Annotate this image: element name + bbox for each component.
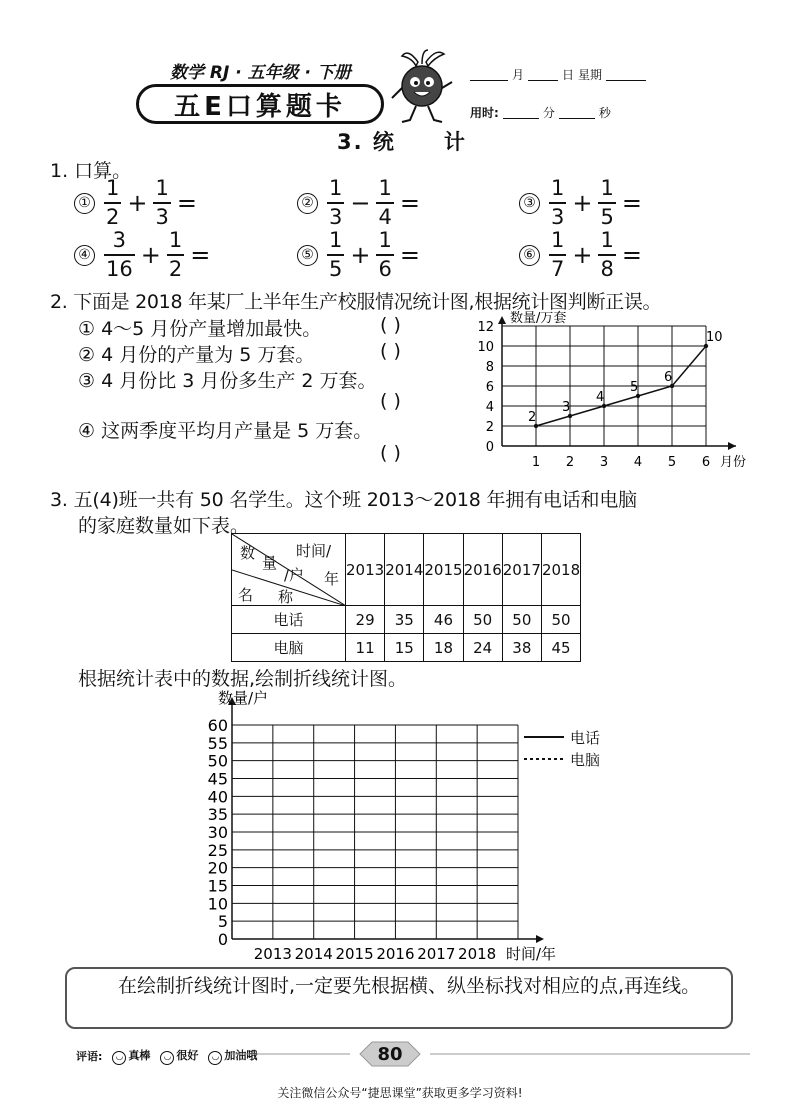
corner-hu: /户: [284, 566, 305, 584]
month-label: 月: [512, 68, 525, 82]
y-tick-label: 20: [207, 858, 228, 878]
x-axis-label: 时间/年: [506, 945, 557, 963]
denominator: 5: [327, 254, 344, 280]
numerator: 1: [551, 176, 565, 200]
fraction: [376, 230, 393, 280]
y-tick-label: 10: [207, 894, 228, 914]
table-cell: 29: [346, 606, 385, 634]
equals-sign: =: [399, 241, 420, 269]
x-tick-label: 5: [667, 455, 677, 470]
y-axis-label: 数量/万套: [510, 311, 567, 326]
q3-label: 3. 五(4)班一共有 50 名学生。这个班 2013～2018 年拥有电话和电脑: [50, 489, 637, 511]
x-tick-label: 1: [531, 455, 541, 470]
review-good-text: 很好: [176, 1049, 199, 1062]
numerator: 1: [378, 176, 392, 200]
denominator: 3: [327, 202, 344, 228]
denominator: 7: [549, 254, 566, 280]
fraction-exercise: [297, 230, 483, 280]
year-header: 2014: [385, 534, 424, 606]
page-number: 80: [377, 1043, 403, 1065]
section-number: 3.: [337, 130, 364, 154]
operator: +: [572, 189, 593, 217]
table-cell: 24: [463, 634, 502, 662]
x-tick-label: 3: [599, 455, 609, 470]
minute-label: 分: [542, 106, 555, 120]
day-blank[interactable]: [528, 69, 558, 81]
corner-qty: 数: [240, 544, 256, 562]
table-cell: 45: [541, 634, 580, 662]
section-title: [337, 126, 467, 156]
fraction: [167, 230, 184, 280]
bottom-notice: 关注微信公众号“捷思课堂”获取更多学习资料!: [277, 1086, 523, 1100]
operator: −: [350, 189, 371, 217]
smile-icon: ◡: [208, 1051, 222, 1065]
date-line: [470, 66, 646, 83]
q2-label: 2. 下面是 2018 年某厂上半年生产校服情况统计图,根据统计图判断正误。: [50, 291, 662, 313]
y-tick-label: 6: [485, 380, 494, 395]
data-label: 5: [630, 380, 639, 395]
fraction-exercise: [297, 178, 483, 228]
review-great[interactable]: [112, 1047, 150, 1065]
numerator: 1: [551, 228, 565, 252]
second-blank[interactable]: [559, 107, 595, 119]
y-tick-label: 2: [485, 420, 494, 435]
y-tick-label: 10: [477, 340, 494, 355]
corner-cheng: 称: [278, 588, 294, 606]
q2-answer-2[interactable]: ( ): [380, 340, 401, 362]
y-axis-label: 数量/户: [218, 689, 269, 707]
denominator: 3: [549, 202, 566, 228]
y-tick-label: 5: [217, 912, 228, 932]
operator: +: [572, 241, 593, 269]
y-tick-label: 35: [207, 805, 228, 825]
y-tick-label: 15: [207, 876, 228, 896]
fraction: [376, 178, 393, 228]
row-name: 电话: [232, 606, 346, 634]
corner-nian: 年: [324, 570, 340, 588]
production-line-chart: [450, 306, 750, 476]
table-corner-header: [232, 534, 346, 606]
year-header: 2013: [346, 534, 385, 606]
fraction-exercise: [74, 178, 260, 228]
year-header: 2016: [463, 534, 502, 606]
data-label: 3: [562, 400, 571, 415]
equals-sign: =: [621, 189, 642, 217]
table-cell: 18: [424, 634, 463, 662]
x-tick-label: 2: [565, 455, 575, 470]
denominator: 4: [376, 202, 393, 228]
data-label: 4: [596, 390, 605, 405]
equals-sign: =: [399, 189, 420, 217]
x-axis-arrow: [728, 442, 736, 450]
q2-statement-1: ① 4～5 月份产量增加最快。: [78, 318, 322, 340]
numerator: 1: [329, 176, 343, 200]
week-label: 星期: [578, 68, 603, 82]
x-tick-label: 2014: [294, 945, 333, 963]
exercise-number: ⑤: [297, 245, 318, 266]
q2-answer-4[interactable]: ( ): [380, 442, 401, 464]
month-blank[interactable]: [470, 69, 508, 81]
y-tick-label: 50: [207, 751, 228, 771]
smile-icon: ◡: [160, 1051, 174, 1065]
fraction-exercise: [74, 230, 273, 280]
mascot-illustration: [388, 48, 458, 132]
x-tick-label: 2018: [458, 945, 497, 963]
numerator: 3: [112, 228, 127, 252]
y-axis-arrow: [498, 316, 506, 324]
fraction: [327, 230, 344, 280]
legend-phone: 电话: [570, 729, 601, 747]
corner-name: 名: [238, 586, 254, 604]
page-divider: [230, 1040, 750, 1068]
fraction: [104, 230, 135, 280]
x-tick-label: 2016: [376, 945, 415, 963]
year-header: 2015: [424, 534, 463, 606]
y-tick-label: 25: [207, 840, 228, 860]
numerator: 1: [329, 228, 343, 252]
fraction: [327, 178, 344, 228]
q2-answer-1[interactable]: ( ): [380, 314, 401, 336]
household-table: [231, 533, 581, 662]
row-name: 电脑: [232, 634, 346, 662]
y-tick-label: 30: [207, 823, 228, 842]
table-cell: 15: [385, 634, 424, 662]
y-tick-label: 60: [207, 716, 228, 735]
y-tick-label: 12: [477, 320, 494, 335]
week-blank[interactable]: [606, 69, 646, 81]
denominator: 16: [104, 254, 135, 280]
fraction: [153, 178, 170, 228]
table-cell: 11: [346, 634, 385, 662]
equals-sign: =: [190, 241, 211, 269]
card-title: 五E口算题卡: [136, 84, 384, 124]
minute-blank[interactable]: [503, 107, 539, 119]
subject-label: 数学 RJ · 五年级 · 下册: [170, 63, 351, 83]
exercise-number: ④: [74, 245, 95, 266]
table-cell: 50: [541, 606, 580, 634]
fraction: [598, 230, 615, 280]
table-cell: 38: [502, 634, 541, 662]
table-row: [232, 634, 581, 662]
y-tick-label: 45: [207, 769, 228, 789]
exercise-number: ③: [519, 193, 540, 214]
year-header: 2017: [502, 534, 541, 606]
equals-sign: =: [621, 241, 642, 269]
q2-statement-3: ③ 4 月份比 3 月份多生产 2 万套。: [78, 370, 377, 392]
second-label: 秒: [598, 106, 611, 120]
q3-label-2: 的家庭数量如下表。: [78, 515, 250, 537]
numerator: 1: [106, 176, 120, 200]
tip-text: 在绘制折线统计图时,一定要先根据横、纵坐标找对相应的点,再连线。: [118, 975, 701, 997]
y-tick-label: 40: [207, 787, 228, 807]
exercise-number: ②: [297, 193, 318, 214]
q2-statement-2: ② 4 月份的产量为 5 万套。: [78, 344, 315, 366]
table-cell: 50: [463, 606, 502, 634]
smile-icon: ◡: [112, 1051, 126, 1065]
fraction-exercise: [519, 230, 705, 280]
x-axis-arrow: [536, 935, 544, 943]
denominator: 8: [598, 254, 615, 280]
denominator: 3: [153, 202, 170, 228]
fraction: [598, 178, 615, 228]
denominator: 2: [167, 254, 184, 280]
q3-instruction: 根据统计表中的数据,绘制折线统计图。: [78, 668, 408, 690]
table-cell: 35: [385, 606, 424, 634]
fraction: [549, 178, 566, 228]
x-tick-label: 4: [633, 455, 643, 470]
y-tick-label: 55: [207, 733, 228, 753]
exercise-number: ①: [74, 193, 95, 214]
table-cell: 46: [424, 606, 463, 634]
x-tick-label: 2013: [253, 945, 292, 963]
time-label: 用时:: [470, 106, 499, 120]
review-good[interactable]: [160, 1047, 198, 1065]
q2-answer-3[interactable]: ( ): [380, 390, 401, 412]
table-cell: 50: [502, 606, 541, 634]
legend-computer: 电脑: [570, 751, 601, 769]
denominator: 6: [376, 254, 393, 280]
q2-statement-4: ④ 这两季度平均月产量是 5 万套。: [78, 420, 373, 442]
denominator: 2: [104, 202, 121, 228]
x-tick-label: 6: [701, 455, 711, 470]
review-great-text: 真棒: [128, 1049, 151, 1062]
equals-sign: =: [176, 189, 197, 217]
y-tick-label: 0: [485, 440, 494, 455]
data-label: 6: [664, 370, 673, 385]
section-title-b: 计: [443, 130, 467, 154]
numerator: 1: [600, 176, 614, 200]
table-row: [232, 606, 581, 634]
data-label: 10: [706, 330, 723, 345]
review-cheer-text: 加油哦: [224, 1049, 258, 1062]
x-tick-label: 2017: [417, 945, 456, 963]
corner-liang: 量: [262, 554, 278, 572]
y-tick-label: 4: [485, 400, 494, 415]
operator: +: [127, 189, 148, 217]
x-axis-label: 月份: [720, 455, 747, 470]
numerator: 1: [168, 228, 183, 252]
operator: +: [140, 241, 161, 269]
x-tick-label: 2015: [335, 945, 374, 963]
numerator: 1: [378, 228, 392, 252]
review-label: 评语:: [76, 1050, 103, 1063]
numerator: 1: [600, 228, 614, 252]
denominator: 5: [598, 202, 615, 228]
section-title-a: 统: [372, 130, 396, 154]
exercise-number: ⑥: [519, 245, 540, 266]
fraction: [104, 178, 121, 228]
q1-label: 1. 口算。: [50, 160, 132, 182]
fraction-exercise: [519, 178, 705, 228]
data-label: 2: [528, 410, 537, 425]
year-header: 2018: [541, 534, 580, 606]
operator: +: [350, 241, 371, 269]
time-line: [470, 104, 611, 121]
fraction: [549, 230, 566, 280]
y-tick-label: 0: [217, 930, 228, 949]
y-tick-label: 8: [485, 360, 494, 375]
numerator: 1: [155, 176, 169, 200]
day-label: 日: [562, 68, 575, 82]
corner-time: 时间/: [296, 542, 332, 560]
